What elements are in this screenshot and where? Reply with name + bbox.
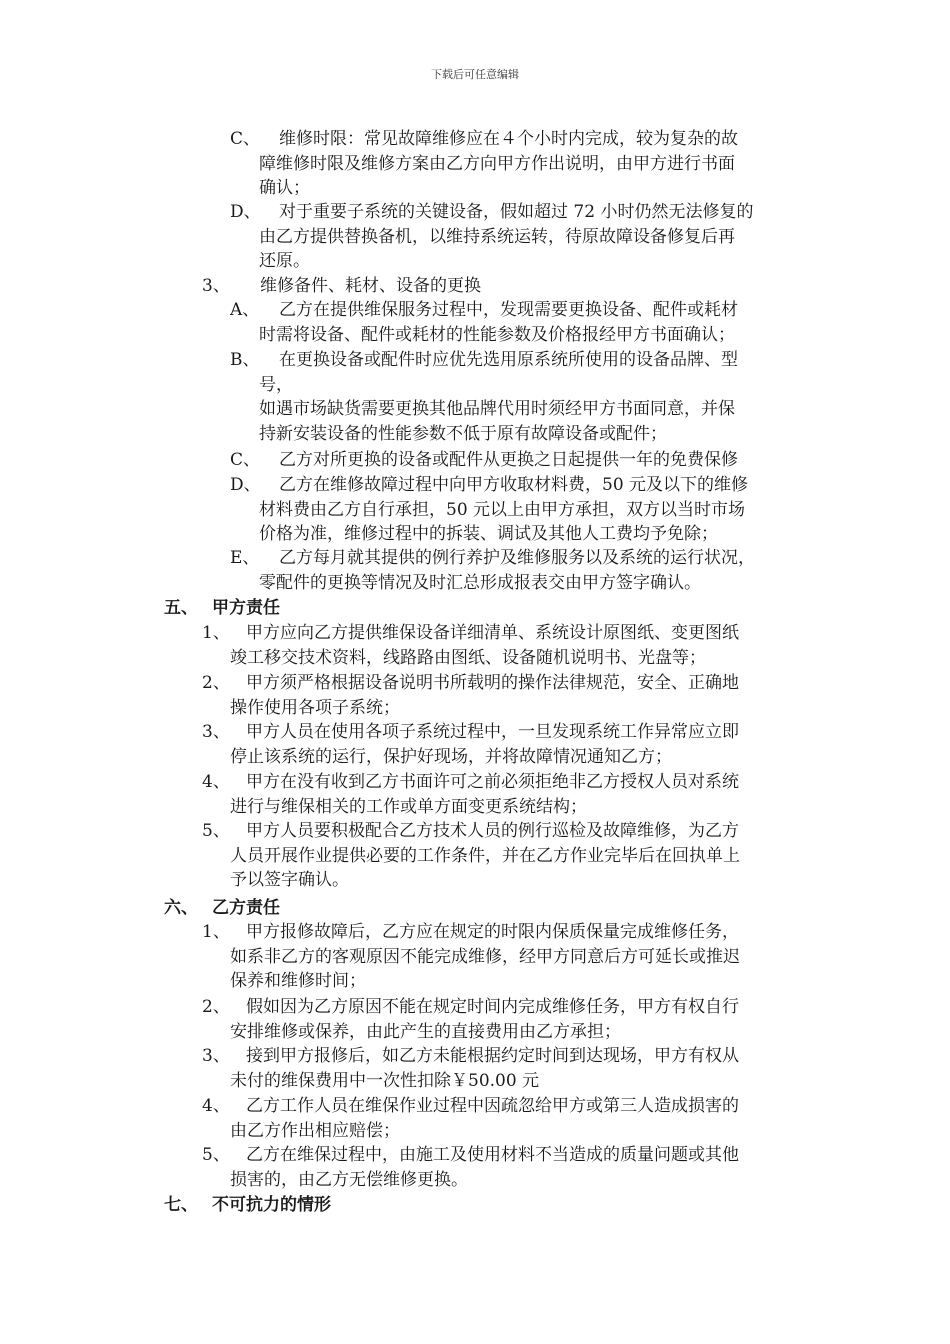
text-line: 甲方应向乙方提供维保设备详细清单、系统设计原图纸、变更图纸 (246, 623, 739, 643)
text-line: 乙方每月就其提供的例行养护及维修服务以及系统的运行状况， (279, 548, 755, 568)
list-item (230, 546, 755, 595)
section-number: 五、 (164, 598, 198, 618)
text-line: 假如因为乙方原因不能在规定时间内完成维修任务，甲方有权自行 (246, 997, 739, 1017)
text-line: 由乙方作出相应赔偿； (230, 1120, 400, 1141)
text-line: 还原。 (259, 251, 310, 272)
text-line: 损害的，由乙方无偿维修更换。 (230, 1169, 468, 1190)
section-title: 甲方责任 (212, 598, 280, 618)
section-title: 不可抗力的情形 (212, 1195, 331, 1215)
text-line: 竣工移交技术资料，线路路由图纸、设备随机说明书、光盘等； (230, 647, 706, 668)
text-line: 由乙方提供替换备机，以维持系统运转，待原故障设备修复后再 (259, 226, 735, 247)
text-line: 接到甲方报修后，如乙方未能根据约定时间到达现场，甲方有权从 (246, 1046, 739, 1066)
list-marker: C、 (230, 450, 261, 470)
text-line: 对于重要子系统的关键设备，假如超过 72 小时仍然无法修复的 (279, 202, 754, 222)
text-line: 甲方须严格根据设备说明书所载明的操作法律规范，安全、正确地 (246, 673, 739, 693)
text-line: 甲方人员要积极配合乙方技术人员的例行巡检及故障维修，为乙方 (246, 821, 739, 841)
text-line: 维修时限：常见故障维修应在４个小时内完成，较为复杂的故 (279, 129, 738, 149)
text-line: 乙方在维保过程中，由施工及使用材料不当造成的质量问题或其他 (246, 1145, 739, 1165)
text-line: 人员开展作业提供必要的工作条件，并在乙方作业完毕后在回执单上 (230, 845, 740, 866)
text-line: 甲方在没有收到乙方书面许可之前必须拒绝非乙方授权人员对系统 (246, 772, 739, 792)
list-item (230, 448, 738, 473)
list-marker: 1、 (202, 922, 230, 942)
text-line: 予以签字确认。 (230, 870, 349, 891)
text-line: 停止该系统的运行，保护好现场，并将故障情况通知乙方； (230, 746, 672, 767)
list-item (230, 473, 749, 547)
list-item (202, 1143, 739, 1192)
text-line: 维修备件、耗材、设备的更换 (260, 276, 481, 296)
text-line: 乙方工作人员在维保作业过程中因疏忽给甲方或第三人造成损害的 (246, 1096, 739, 1116)
text-line: 持新安装设备的性能参数不低于原有故障设备或配件； (259, 423, 667, 444)
section-heading (164, 1193, 331, 1217)
text-line: 如遇市场缺货需要更换其他品牌代用时须经甲方书面同意，并保 (259, 399, 735, 420)
list-marker: D、 (230, 202, 261, 222)
text-line: 乙方对所更换的设备或配件从更换之日起提供一年的免费保修 (279, 450, 738, 470)
list-marker: 3、 (202, 276, 230, 296)
list-marker: 3、 (202, 722, 230, 742)
list-marker: E、 (230, 548, 260, 568)
list-item (202, 920, 740, 994)
list-item (230, 298, 738, 347)
list-item (202, 1044, 739, 1093)
list-marker: 5、 (202, 1145, 230, 1165)
section-heading (164, 896, 280, 920)
section-title: 乙方责任 (212, 898, 280, 918)
text-line: 乙方在提供维保服务过程中，发现需要更换设备、配件或耗材 (279, 300, 738, 320)
list-item (230, 127, 738, 201)
list-item (202, 274, 481, 299)
list-marker: 4、 (202, 772, 230, 792)
section-number: 七、 (164, 1195, 198, 1215)
list-marker: 2、 (202, 673, 230, 693)
list-marker: B、 (230, 350, 260, 370)
text-line: 进行与维保相关的工作或单方面变更系统结构； (230, 796, 587, 817)
section-number: 六、 (164, 898, 198, 918)
text-line: 乙方在维修故障过程中向甲方收取材料费，50 元及以下的维修 (279, 475, 749, 495)
text-line: 操作使用各项子系统； (230, 697, 400, 718)
list-item (202, 720, 739, 769)
text-line: 确认； (259, 178, 310, 199)
list-marker: A、 (230, 300, 260, 320)
text-line: 在更换设备或配件时应优先选用原系统所使用的设备品牌、型 (279, 350, 738, 370)
text-line: 价格为准，维修过程中的拆装、调试及其他人工费均予免除； (259, 524, 718, 545)
list-marker: 4、 (202, 1096, 230, 1116)
list-item (202, 671, 739, 720)
list-marker: 3、 (202, 1046, 230, 1066)
text-line: 材料费由乙方自行承担，50 元以上由甲方承担，双方以当时市场 (259, 499, 746, 520)
list-item (202, 1094, 739, 1143)
text-line: 甲方人员在使用各项子系统过程中，一旦发现系统工作异常应立即 (246, 722, 739, 742)
list-item (202, 770, 739, 819)
list-marker: 2、 (202, 997, 230, 1017)
text-line: 甲方报修故障后，乙方应在规定的时限内保质保量完成维修任务， (246, 922, 739, 942)
list-marker: 5、 (202, 821, 230, 841)
list-marker: 1、 (202, 623, 230, 643)
list-marker: C、 (230, 129, 261, 149)
list-item (202, 819, 740, 893)
list-item (202, 621, 739, 670)
list-item (202, 995, 739, 1044)
text-line: 障维修时限及维修方案由乙方向甲方作出说明，由甲方进行书面 (259, 153, 735, 174)
list-marker: D、 (230, 475, 261, 495)
text-line: 零配件的更换等情况及时汇总形成报表交由甲方签字确认。 (259, 572, 701, 593)
list-item (230, 200, 754, 274)
text-line: 如系非乙方的客观原因不能完成维修，经甲方同意后方可延长或推迟 (230, 946, 740, 967)
page-header: 下载后可任意编辑 (431, 68, 519, 81)
text-line: 安排维修或保养，由此产生的直接费用由乙方承担； (230, 1021, 621, 1042)
text-line: 保养和维修时间； (230, 971, 366, 992)
section-heading (164, 596, 280, 620)
list-item (230, 348, 738, 446)
text-line: 时需将设备、配件或耗材的性能参数及价格报经甲方书面确认； (259, 324, 735, 345)
text-line: 号， (259, 374, 293, 395)
text-line: 未付的维保费用中一次性扣除￥50.00 元 (230, 1070, 540, 1091)
